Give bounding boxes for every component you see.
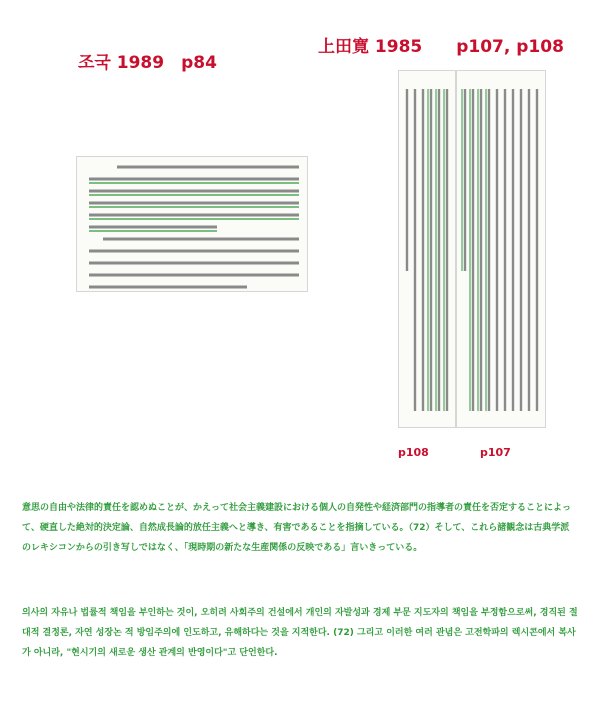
japanese-translation-text: 意思の自由や法律的責任を認めぬことが、かえって社会主義建設における個人の自発性や経済部門の指導者の責任を否定することによって、硬直した絶対的決定論、自然成長論的放任主義へと導き、有害であることを指摘している。（72）そして、これら諸観念は古典学派のレキシコンからの引き写しではなく、「現時期の新たな生産関係の反映である」言いきっている。 (22, 503, 572, 553)
korean-scan-lines (77, 157, 308, 292)
japanese-p107-scan-lines (457, 71, 546, 428)
korean-translation-text: 의사의 자유나 법률적 책임을 부인하는 것이, 오히려 사회주의 건설에서 개인의 자발성과 경제 부문 지도자의 책임을 부정함으로써, 경직된 절대적 결정론, 자연 성장논 적 방임주의에 인도하고, 유해하다는 것을 지적한다. (72) 그리고 이러한 여러 관념은 고전학파의 렉시콘에서 복사가 아니라, "현시기의 새로운 생산 관계의 반영이다"고 단언한다. (22, 608, 578, 658)
japanese-book-scan-p108 (398, 70, 456, 428)
page-label-p107: p107 (480, 446, 511, 459)
heading-cho-1989: 조국 1989 p84 (78, 53, 217, 73)
page-label-p108: p108 (398, 446, 429, 459)
heading-ueda-1985: 上田寛 1985 p107, p108 (318, 37, 564, 57)
japanese-p108-scan-lines (399, 71, 456, 428)
japanese-book-scan-p107 (456, 70, 546, 428)
korean-book-scan (76, 156, 308, 292)
